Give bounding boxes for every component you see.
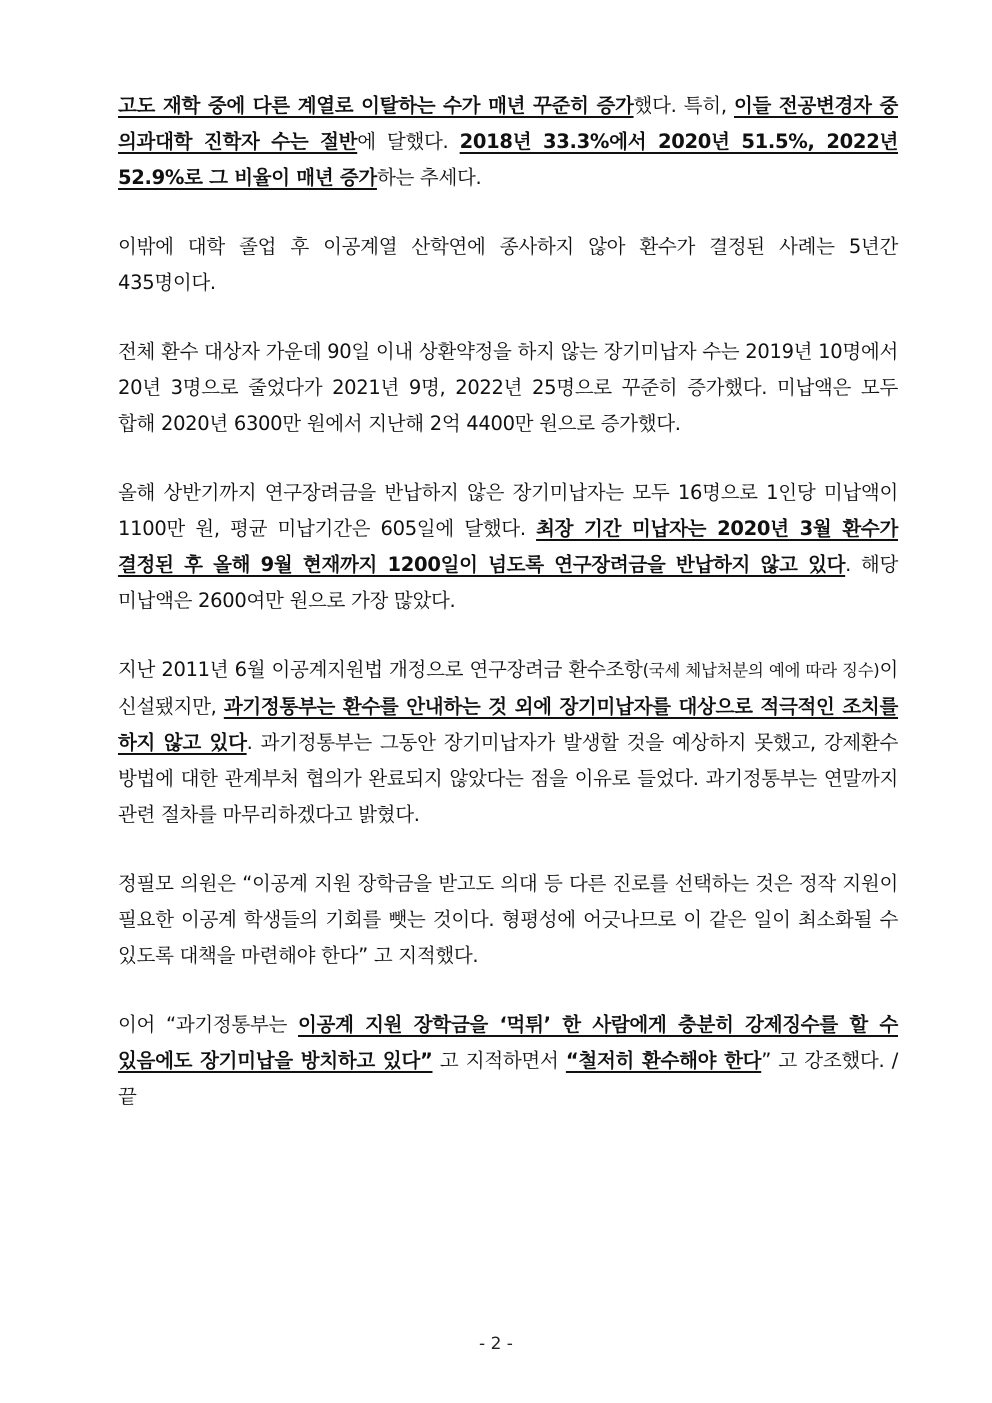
body-text: 했다. 특히, — [633, 94, 734, 117]
body-text: 하는 추세다. — [376, 166, 482, 189]
paragraph-7 — [118, 1007, 898, 1115]
body-text: 이밖에 대학 졸업 후 이공계열 산학연에 종사하지 않아 환수가 결정된 사례는 5년간 435명이다. — [118, 235, 898, 294]
body-text: 올해 상반기까지 연구장려금을 반납하지 않은 장기미납자는 모두 16명으로 1인당 미납액이 1100만 원, 평균 미납기간은 605일에 달했다. — [118, 481, 898, 540]
emphasis-text: 최장 기간 미납자는 2020년 3월 환수가 결정된 후 올해 9월 현재까지 1200일이 넘도록 연구장려금을 반납하지 않고 있다 — [118, 517, 898, 576]
emphasis-text: 과기정통부는 환수를 안내하는 것 외에 장기미납자를 대상으로 적극적인 조치를 하지 않고 있다 — [118, 695, 899, 754]
body-text: 전체 환수 대상자 가운데 90일 이내 상환약정을 하지 않는 장기미납자 수는 2019년 10명에서 20년 3명으로 줄었다가 2021년 9명, 2022년 25명으로 꾸준히 증가했다. 미납액은 모두 합해 2020년 6300만 원에서 지난해 2억 4400만 원으로 증가했다. — [118, 340, 898, 435]
body-text: 이 신설됐지만, — [118, 658, 898, 718]
paragraph-1 — [118, 88, 898, 196]
parenthetical-note: (국세 체납처분의 예에 따라 징수) — [642, 661, 880, 680]
emphasis-text: 이공계 지원 장학금을 ‘먹튀’ 한 사람에게 충분히 강제징수를 할 수 있음에도 장기미납을 방치하고 있다” — [118, 1013, 898, 1072]
paragraph-6 — [118, 866, 898, 974]
body-text: 지난 2011년 6월 이공계지원법 개정으로 연구장려금 환수조항 — [118, 658, 643, 681]
emphasis-text: “철저히 환수해야 한다 — [565, 1049, 762, 1072]
body-text: 에 달했다. — [357, 130, 460, 153]
emphasis-text: 이들 전공변경자 중 의과대학 진학자 수는 절반 — [118, 94, 898, 153]
body-text: . 해당 미납액은 2600여만 원으로 가장 많았다. — [118, 553, 899, 612]
body-text: . 과기정통부는 그동안 장기미납자가 발생할 것을 예상하지 못했고, 강제환수 방법에 대한 관계부처 협의가 완료되지 않았다는 점을 이유로 들었다. 과기정통부는 연말까지 관련 절차를 마무리하겠다고 밝혔다. — [118, 731, 898, 826]
paragraph-3 — [118, 334, 898, 442]
emphasis-text: 2018년 33.3%에서 2020년 51.5%, 2022년 52.9%로 그 비율이 매년 증가 — [118, 130, 899, 189]
paragraph-4 — [118, 475, 898, 619]
body-text: 이어 “과기정통부는 — [118, 1013, 298, 1036]
emphasis-text: 고도 재학 중에 다른 계열로 이탈하는 수가 매년 꾸준히 증가 — [118, 94, 634, 117]
body-text: ” 고 강조했다. /끝 — [118, 1049, 899, 1108]
page-number: - 2 - — [479, 1334, 513, 1354]
body-text: 고 지적하면서 — [432, 1049, 566, 1072]
paragraph-5 — [118, 652, 898, 833]
document-body — [118, 88, 898, 1148]
paragraph-2 — [118, 229, 898, 301]
body-text: 정필모 의원은 “이공계 지원 장학금을 받고도 의대 등 다른 진로를 선택하는 것은 정작 지원이 필요한 이공계 학생들의 기회를 뺏는 것이다. 형평성에 어긋나므로 이 같은 일이 최소화될 수 있도록 대책을 마련해야 한다” 고 지적했다. — [118, 872, 898, 967]
